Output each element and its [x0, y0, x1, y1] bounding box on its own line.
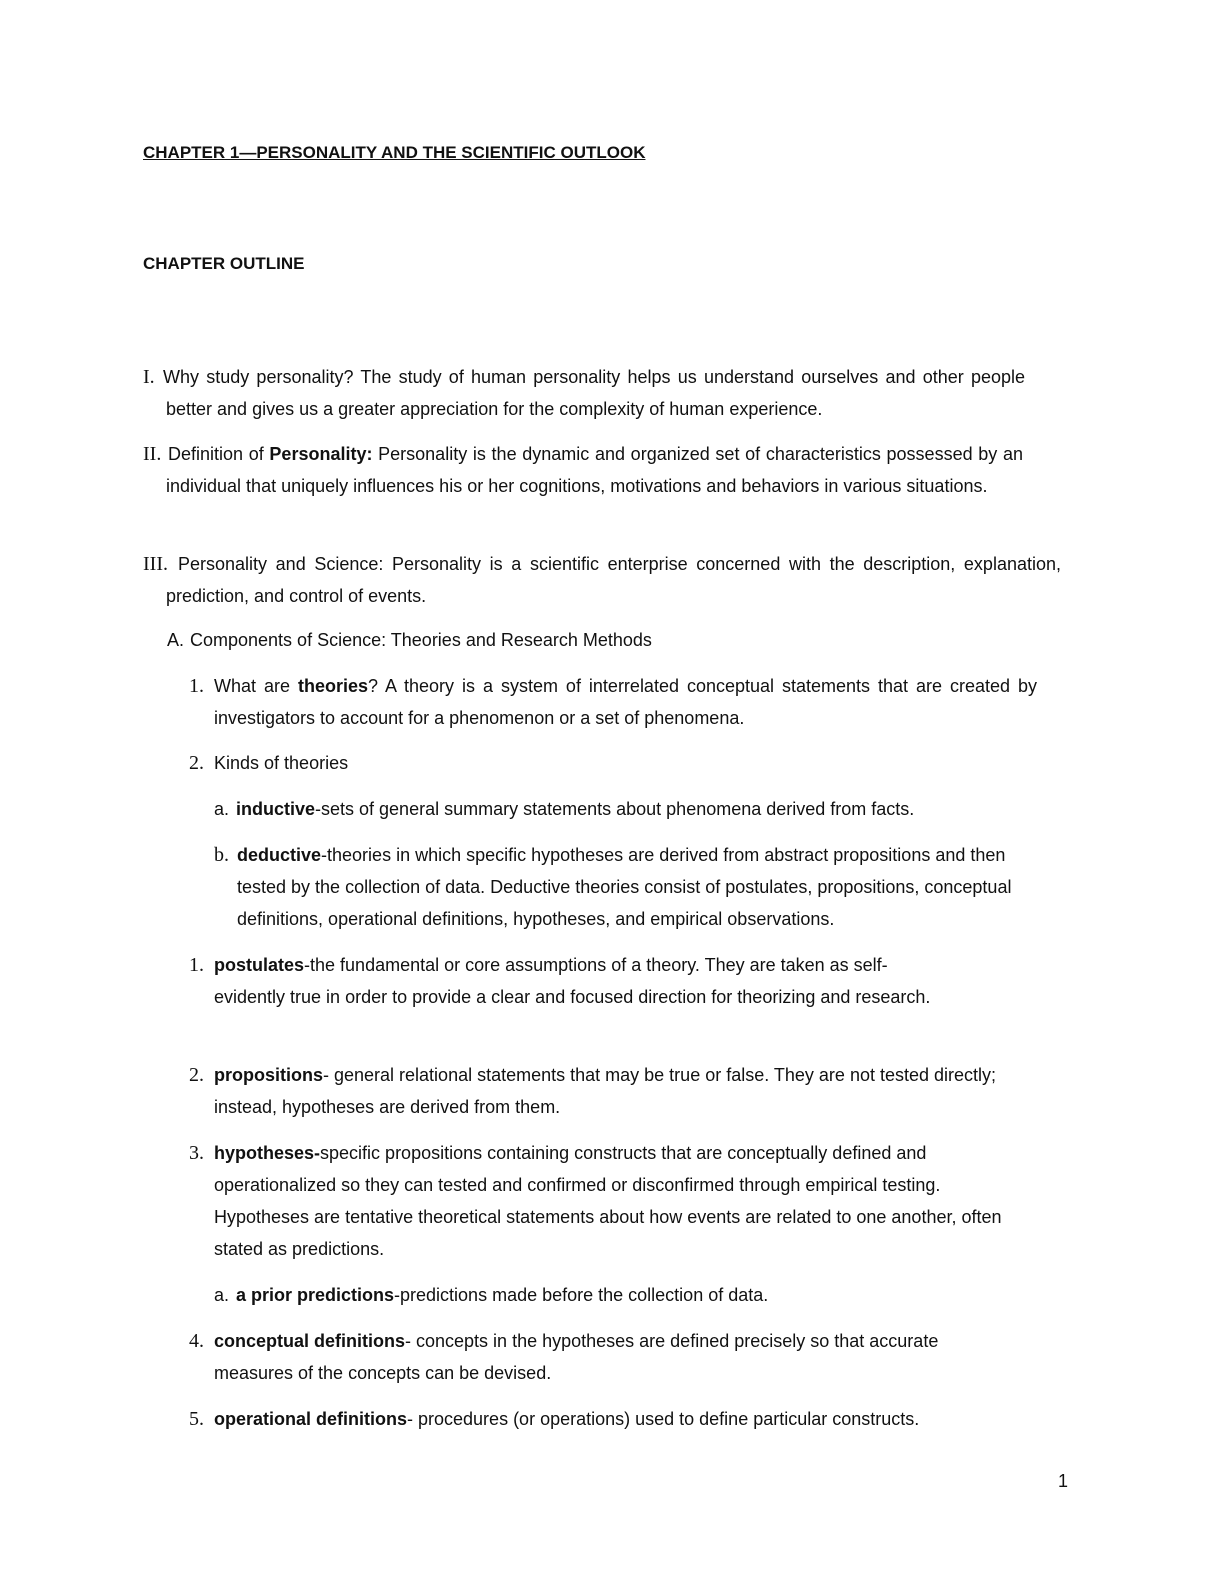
item-marker: 2.: [189, 1064, 204, 1086]
item-term: operational definitions: [214, 1409, 408, 1429]
item-text: -predictions made before the collection of data.: [394, 1285, 769, 1305]
outline-item-conceptual: [189, 1325, 1009, 1389]
item-text: Kinds of theories: [214, 753, 349, 773]
item-marker: 3.: [189, 1142, 204, 1164]
item-text: specific propositions containing constructs that are conceptually defined and operationalized so they can tested and confirmed or disconfirmed through empirical testing. Hypotheses are tentative theoretical statements about how events are related to one another, often stated as predictions.: [214, 1143, 1002, 1259]
outline-item-a-prior: [214, 1279, 1014, 1311]
item-marker: 4.: [189, 1330, 204, 1352]
item-text: - general relational statements that may be true or false. They are not tested directly; instead, hypotheses are derived from them.: [214, 1065, 997, 1117]
item-term: a prior predictions: [236, 1285, 395, 1305]
item-text: Personality and Science: Personality is a scientific enterprise concerned with the description, explanation, prediction, and control of events.: [166, 554, 1061, 606]
outline-item-propositions: [189, 1059, 999, 1123]
outline-item-i: [143, 361, 1025, 425]
item-term: inductive: [236, 799, 316, 819]
outline-item-kinds: [189, 747, 789, 779]
item-text: -the fundamental or core assumptions of a theory. They are taken as self-evidently true in order to provide a clear and focused direction for theorizing and research.: [214, 955, 931, 1007]
item-term: theories: [297, 676, 369, 696]
item-text: - concepts in the hypotheses are defined precisely so that accurate measures of the concepts can be devised.: [214, 1331, 939, 1383]
item-pre: Definition of: [168, 444, 270, 464]
outline-item-inductive: [214, 793, 1014, 825]
item-text: Personality is the dynamic and organized set of characteristics possessed by an individual that uniquely influences his or her cognitions, motivations and behaviors in various situations.: [166, 444, 1023, 496]
item-marker: 2.: [189, 752, 204, 774]
outline-item-iii: [143, 548, 1061, 612]
item-text: Why study personality? The study of human personality helps us understand ourselves and other people better and gives us a greater appreciation for the complexity of human experience.: [163, 367, 1025, 419]
item-text: ? A theory is a system of interrelated conceptual statements that are created by investigators to account for a phenomenon or a set of phenomena.: [214, 676, 1038, 728]
outline-item-operational: [189, 1403, 1019, 1435]
outline-item-postulates: [189, 949, 949, 1013]
item-marker: 1.: [189, 954, 204, 976]
item-term: postulates: [214, 955, 305, 975]
item-term: propositions: [214, 1065, 323, 1085]
item-marker: a.: [214, 1285, 230, 1305]
outline-item-theories: [189, 670, 1037, 734]
outline-item-a: [167, 624, 867, 656]
item-marker: 5.: [189, 1408, 204, 1430]
item-text: -theories in which specific hypotheses are derived from abstract propositions and then tested by the collection of data. Deductive theories consist of postulates, propositions, conceptual definitions, operational definitions, hypotheses, and empirical observations.: [237, 845, 1012, 929]
outline-item-ii: [143, 438, 1023, 502]
item-marker: II.: [143, 443, 162, 465]
item-term: conceptual definitions: [214, 1331, 406, 1351]
item-pre: What are: [214, 676, 298, 696]
item-term: hypotheses-: [214, 1143, 321, 1163]
item-marker: a.: [214, 799, 230, 819]
outline-item-hypotheses: [189, 1137, 1039, 1265]
chapter-title: CHAPTER 1—PERSONALITY AND THE SCIENTIFIC OUTLOOK: [143, 143, 646, 162]
outline-heading: CHAPTER OUTLINE: [143, 254, 305, 273]
item-text: - procedures (or operations) used to define particular constructs.: [407, 1409, 920, 1429]
item-marker: b.: [214, 844, 229, 866]
item-marker: III.: [143, 553, 168, 575]
item-marker: 1.: [189, 675, 204, 697]
item-text: -sets of general summary statements about phenomena derived from facts.: [315, 799, 915, 819]
item-text: Components of Science: Theories and Research Methods: [190, 630, 652, 650]
item-marker: A.: [167, 630, 185, 650]
outline-item-deductive: [214, 839, 1044, 935]
item-marker: I.: [143, 366, 155, 388]
page-number: 1: [1058, 1471, 1069, 1491]
item-term: Personality:: [269, 444, 373, 464]
item-term: deductive: [237, 845, 322, 865]
